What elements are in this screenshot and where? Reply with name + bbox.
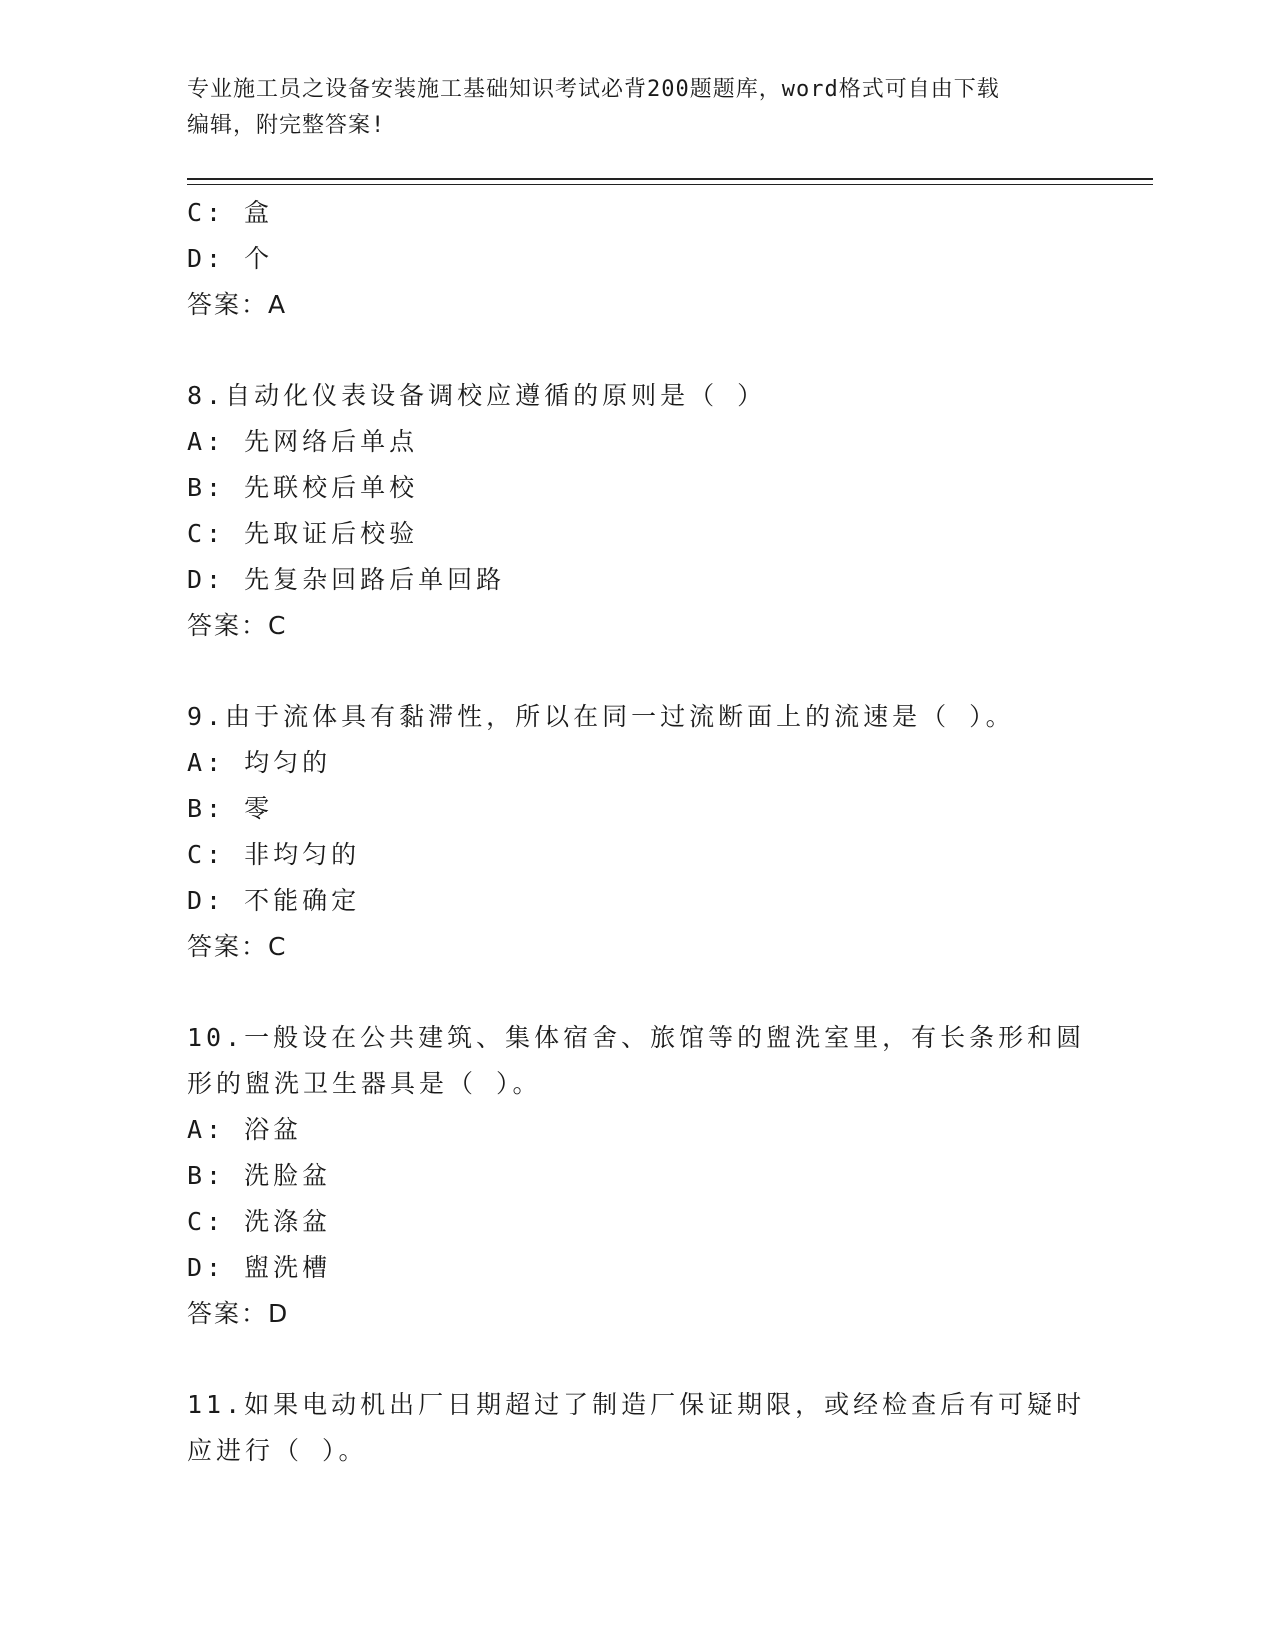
option-c: C: 非均匀的 <box>187 840 361 869</box>
question-text-line-1: 11.如果电动机出厂日期超过了制造厂保证期限，或经检查后有可疑时 <box>187 1390 1086 1419</box>
question-block-9 <box>187 694 1107 970</box>
question-text-line-2: 形的盥洗卫生器具是（ ）。 <box>187 1069 542 1098</box>
header-divider-thick <box>187 178 1153 180</box>
question-text-line-2: 应进行（ ）。 <box>187 1436 368 1465</box>
answer-line: 答案：C <box>187 611 288 640</box>
question-text: 8.自动化仪表设备调校应遵循的原则是（ ） <box>187 381 767 410</box>
question-text: 9.由于流体具有黏滞性，所以在同一过流断面上的流速是（ ）。 <box>187 702 1015 731</box>
option-d: D: 先复杂回路后单回路 <box>187 565 506 594</box>
header-line-2: 编辑，附完整答案! <box>187 113 386 138</box>
option-a: A: 先网络后单点 <box>187 427 419 456</box>
option-c: C: 盒 <box>187 198 274 227</box>
option-d: D: 盥洗槽 <box>187 1253 332 1282</box>
option-c: C: 先取证后校验 <box>187 519 419 548</box>
document-header <box>187 72 1067 144</box>
header-line-1: 专业施工员之设备安装施工基础知识考试必背200题题库，word格式可自由下载 <box>187 77 1000 102</box>
question-text-line-1: 10.一般设在公共建筑、集体宿舍、旅馆等的盥洗室里，有长条形和圆 <box>187 1023 1086 1052</box>
option-d: D: 个 <box>187 244 274 273</box>
question-block-11 <box>187 1382 1107 1474</box>
question-block-8 <box>187 373 1107 649</box>
answer-line: 答案：C <box>187 932 288 961</box>
option-b: B: 洗脸盆 <box>187 1161 332 1190</box>
option-b: B: 先联校后单校 <box>187 473 419 502</box>
question-block-prev <box>187 190 1107 328</box>
option-a: A: 均匀的 <box>187 748 332 777</box>
answer-line: 答案：D <box>187 1299 290 1328</box>
option-a: A: 浴盆 <box>187 1115 303 1144</box>
question-list <box>187 190 1107 1474</box>
question-block-10 <box>187 1015 1107 1337</box>
option-b: B: 零 <box>187 794 274 823</box>
header-divider-thin <box>187 184 1153 185</box>
option-d: D: 不能确定 <box>187 886 361 915</box>
option-c: C: 洗涤盆 <box>187 1207 332 1236</box>
answer-line: 答案：A <box>187 290 288 319</box>
